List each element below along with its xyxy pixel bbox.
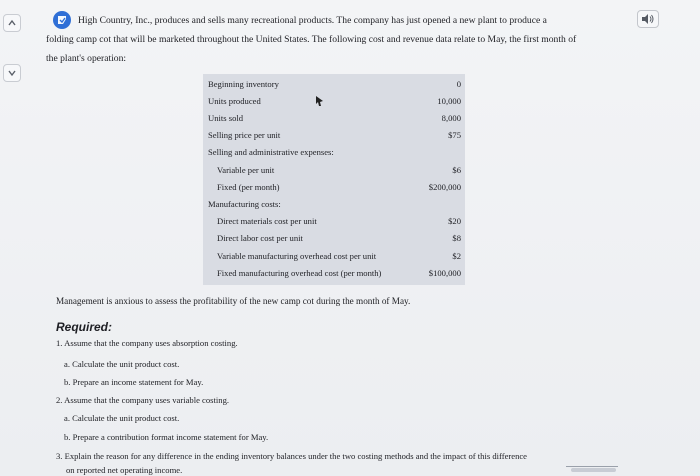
table-row-label: Manufacturing costs: bbox=[208, 198, 281, 209]
table-row-label: Units sold bbox=[208, 112, 244, 123]
required-item: a. Calculate the unit product cost. bbox=[64, 359, 180, 369]
table-row-value: $100,000 bbox=[428, 267, 461, 278]
table-row-label: Direct labor cost per unit bbox=[217, 233, 303, 244]
intro-line-2: folding camp cot that will be marketed throughout the United States. The following cost and revenue data relate to May, the first month of bbox=[46, 34, 577, 45]
management-note: Management is anxious to assess the profitability of the new camp cot during the month of May. bbox=[56, 296, 411, 306]
table-row bbox=[203, 264, 465, 281]
table-row-value: 8,000 bbox=[441, 112, 461, 123]
cost-revenue-table bbox=[203, 74, 465, 285]
table-row-label: Fixed (per month) bbox=[217, 181, 280, 192]
table-row bbox=[203, 109, 465, 126]
table-row bbox=[203, 247, 465, 264]
divider bbox=[566, 466, 618, 467]
table-row bbox=[203, 144, 465, 161]
table-row-label: Selling price per unit bbox=[208, 130, 281, 141]
required-item: b. Prepare a contribution format income statement for May. bbox=[64, 432, 269, 442]
speaker-icon[interactable] bbox=[637, 10, 659, 28]
question-intro bbox=[46, 11, 626, 68]
table-row bbox=[203, 178, 465, 195]
page-footer-mark bbox=[571, 468, 616, 472]
table-row-value: 10,000 bbox=[437, 95, 461, 106]
table-row-label: Variable per unit bbox=[217, 164, 275, 175]
table-row-value: $20 bbox=[448, 216, 461, 227]
table-row bbox=[203, 127, 465, 144]
required-item: 2. Assume that the company uses variable costing. bbox=[56, 395, 230, 405]
table-row-value: 0 bbox=[456, 78, 461, 89]
table-row-label: Selling and administrative expenses: bbox=[208, 147, 334, 158]
required-item: a. Calculate the unit product cost. bbox=[64, 413, 180, 423]
table-row-label: Beginning inventory bbox=[208, 78, 279, 89]
intro-line-1: High Country, Inc., produces and sells many recreational products. The company has just opened a new plant to produce a bbox=[78, 15, 547, 26]
table-row bbox=[203, 92, 465, 109]
table-row-label: Direct materials cost per unit bbox=[217, 216, 317, 227]
table-row bbox=[203, 75, 465, 92]
table-row-value: $6 bbox=[452, 164, 461, 175]
table-row-value: $75 bbox=[448, 130, 461, 141]
intro-line-3: the plant's operation: bbox=[46, 53, 127, 64]
table-row bbox=[203, 230, 465, 247]
required-item: b. Prepare an income statement for May. bbox=[64, 377, 204, 387]
table-row-value: $8 bbox=[452, 233, 461, 244]
table-row-label: Units produced bbox=[208, 95, 261, 106]
required-item: on reported net operating income. bbox=[66, 465, 183, 475]
table-row bbox=[203, 213, 465, 230]
table-row-label: Variable manufacturing overhead cost per unit bbox=[217, 250, 377, 261]
table-row-value: $200,000 bbox=[428, 181, 461, 192]
required-item: 1. Assume that the company uses absorption costing. bbox=[56, 338, 238, 348]
table-row bbox=[203, 161, 465, 178]
mouse-cursor-icon bbox=[316, 96, 323, 106]
table-row bbox=[203, 195, 465, 212]
required-item: 3. Explain the reason for any difference in the ending inventory balances under the two costing methods and the impact of this difference bbox=[56, 451, 527, 461]
required-heading: Required: bbox=[56, 320, 113, 334]
table-row-label: Fixed manufacturing overhead cost (per month) bbox=[217, 267, 382, 278]
table-row-value: $2 bbox=[452, 250, 461, 261]
